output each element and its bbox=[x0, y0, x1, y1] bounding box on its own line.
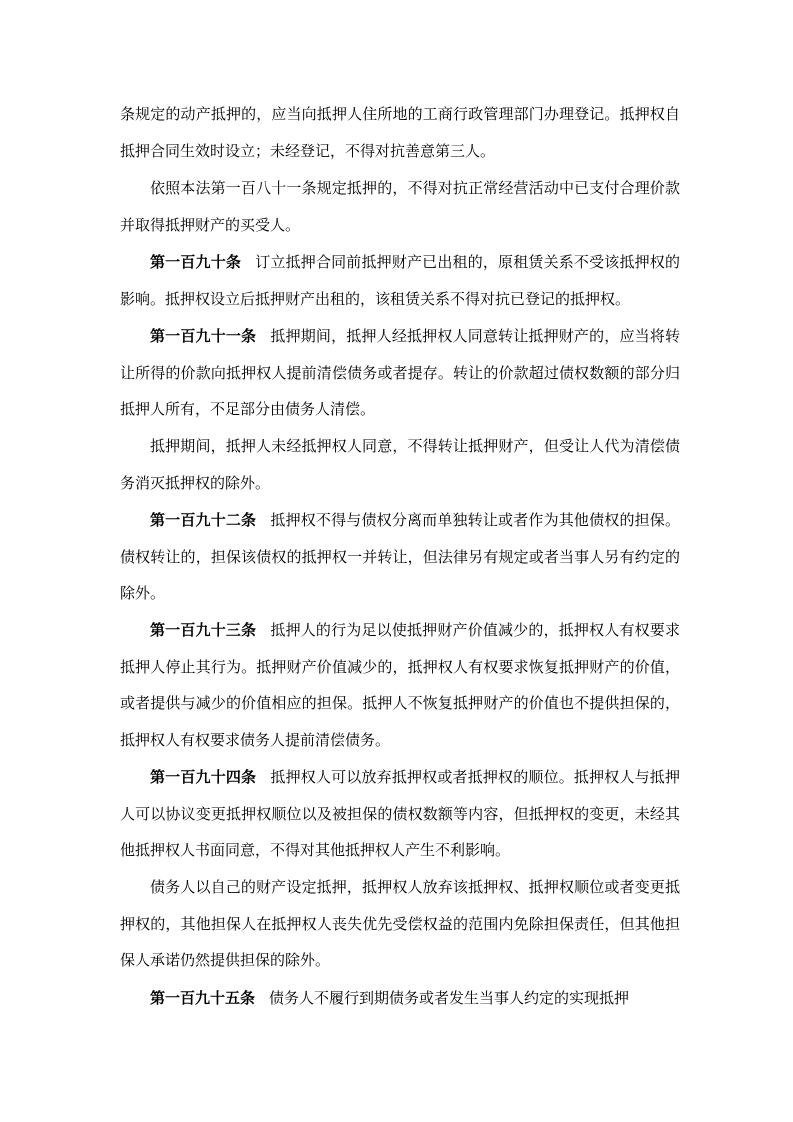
article-paragraph bbox=[120, 244, 680, 317]
article-number: 第一百九十二条 bbox=[150, 511, 257, 529]
article-paragraph bbox=[120, 612, 680, 759]
paragraph-text: 抵押权人可以放弃抵押权或者抵押权的顺位。抵押权人与抵押人可以协议变更抵押权顺位以及被担保的债权数额等内容，但抵押权的变更，未经其他抵押权人书面同意，不得对其他抵押权人产生不利影响。 bbox=[120, 768, 680, 860]
paragraph-text: 抵押期间，抵押人经抵押权人同意转让抵押财产的，应当将转让所得的价款向抵押权人提前清偿债务或者提存。转让的价款超过债权数额的部分归抵押人所有，不足部分由债务人清偿。 bbox=[120, 327, 680, 419]
paragraph-text: 订立抵押合同前抵押财产已出租的，原租赁关系不受该抵押权的影响。抵押权设立后抵押财产出租的，该租赁关系不得对抗已登记的抵押权。 bbox=[120, 253, 680, 308]
paragraph-text: 依照本法第一百八十一条规定抵押的，不得对抗正常经营活动中已支付合理价款并取得抵押财产的买受人。 bbox=[120, 179, 680, 234]
paragraph-text: 债务人不履行到期债务或者发生当事人约定的实现抵押 bbox=[269, 989, 630, 1007]
article-paragraph bbox=[120, 980, 680, 1017]
article-number: 第一百九十四条 bbox=[150, 768, 257, 786]
article-number: 第一百九十一条 bbox=[150, 327, 257, 345]
article-paragraph bbox=[120, 502, 680, 612]
article-number: 第一百九十五条 bbox=[150, 989, 256, 1007]
article-number: 第一百九十三条 bbox=[150, 621, 257, 639]
article-paragraph bbox=[120, 318, 680, 428]
article-number: 第一百九十条 bbox=[150, 253, 242, 271]
paragraph bbox=[120, 869, 680, 979]
paragraph bbox=[120, 428, 680, 501]
paragraph-text: 债务人以自己的财产设定抵押，抵押权人放弃该抵押权、抵押权顺位或者变更抵押权的，其他担保人在抵押权人丧失优先受偿权益的范围内免除担保责任，但其他担保人承诺仍然提供担保的除外。 bbox=[120, 878, 680, 970]
paragraph bbox=[120, 96, 680, 169]
paragraph bbox=[120, 170, 680, 243]
paragraph-text: 抵押权不得与债权分离而单独转让或者作为其他债权的担保。债权转让的，担保该债权的抵押权一并转让，但法律另有规定或者当事人另有约定的除外。 bbox=[120, 511, 680, 603]
paragraph-text: 条规定的动产抵押的，应当向抵押人住所地的工商行政管理部门办理登记。抵押权自抵押合同生效时设立；未经登记，不得对抗善意第三人。 bbox=[120, 105, 680, 160]
paragraph-text: 抵押期间，抵押人未经抵押权人同意，不得转让抵押财产，但受让人代为清偿债务消灭抵押权的除外。 bbox=[120, 437, 680, 492]
article-paragraph bbox=[120, 759, 680, 869]
paragraph-text: 抵押人的行为足以使抵押财产价值减少的，抵押权人有权要求抵押人停止其行为。抵押财产价值减少的，抵押权人有权要求恢复抵押财产的价值，或者提供与减少的价值相应的担保。抵押人不恢复抵押财产的价值也不提供担保的，抵押权人有权要求债务人提前清偿债务。 bbox=[120, 621, 680, 750]
